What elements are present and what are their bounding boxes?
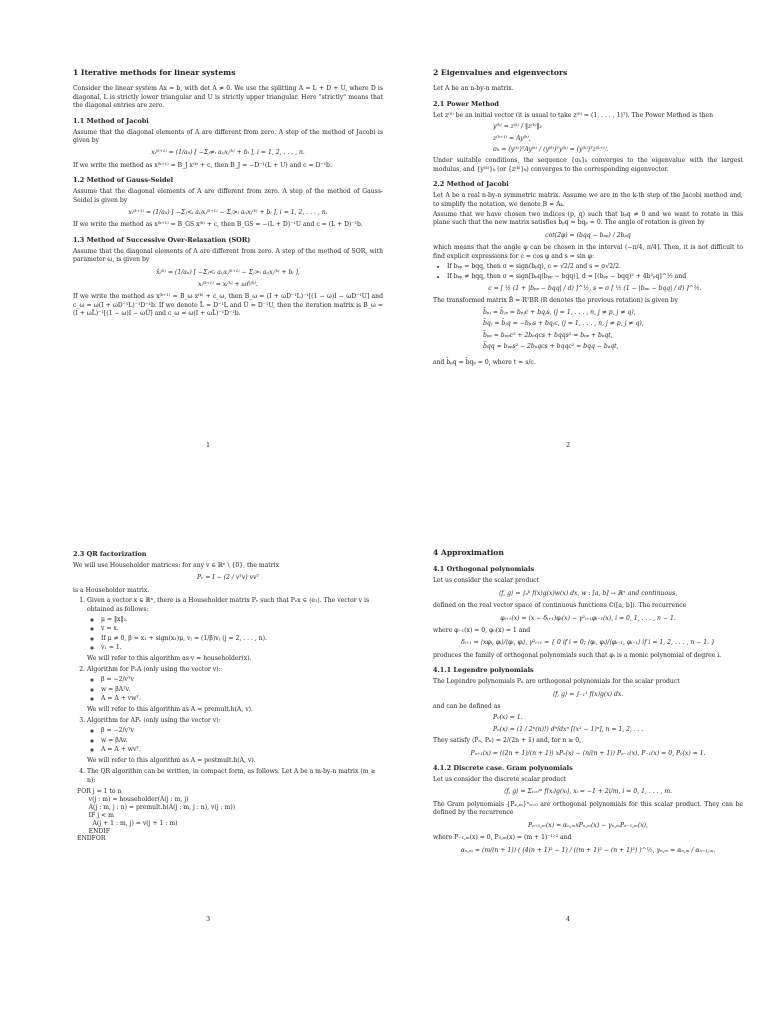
subsection-4-1-2-title: 4.1.2 Discrete case. Gram polynomials	[433, 764, 573, 773]
equation: xᵢ⁽ᵏ⁺¹⁾ = (1/aᵢᵢ) [ −Σⱼ<ᵢ aᵢⱼxⱼ⁽ᵏ⁺¹⁾ − Σⱼ>ᵢ aᵢⱼxⱼ⁽ᵏ⁾ + bᵢ ], i = 1, 2, . . . , n.	[128, 209, 328, 217]
list-item-text: Algorithm for PᵥA (only using the vector v):	[87, 666, 221, 674]
list-item: ◦ β = −2/vᵀv	[101, 727, 383, 735]
equation: xᵢ⁽ᵏ⁺¹⁾ = xᵢ⁽ᵏ⁾ + ωr̂ᵢ⁽ᵏ⁾.	[198, 281, 258, 289]
equation: cot(2φ) = (bqq − bₚₚ) / 2bₚq	[545, 231, 631, 239]
subsection-2-1-title: 2.1 Power Method	[433, 99, 499, 108]
paragraph: is a Householder matrix.	[73, 586, 150, 594]
subsection-4-1-1-title: 4.1.1 Legendre polynomials	[433, 666, 534, 675]
paragraph: Let us consider the scalar product	[433, 577, 540, 585]
equation: ⟨f, g⟩ = ∫₋₁¹ f(x)g(x) dx.	[552, 690, 624, 698]
subsection-4-1-title: 4.1 Orthogonal polynomials	[433, 565, 535, 574]
section-4-title: 4 Approximation	[433, 548, 504, 557]
page-number: 3	[206, 915, 211, 923]
bullet-list	[87, 676, 383, 703]
equation: φᵢ₊₁(x) = (x − δᵢ₊₁)φᵢ(x) − γ²ᵢ₊₁φᵢ₋₁(x), i = 0, 1, . . . , n − 1.	[500, 614, 676, 622]
page-number: 4	[566, 915, 571, 923]
paragraph: Assume that the diagonal elements of A are different from zero. A step of the method of SOR, with parameter ω, is given by	[73, 247, 383, 264]
list-item	[87, 597, 383, 663]
equation: σₖ = (y⁽ᵏ⁾)ᵀAy⁽ᵏ⁾ / (y⁽ᵏ⁾)ᵀy⁽ᵏ⁾ = (y⁽ᵏ⁾)ᵀz⁽ᵏ⁺¹⁾.	[493, 146, 609, 154]
list-item-text: If bₚₚ ≠ bqq, then σ = sign[bₚq(bₚₚ − bqq)], d = [(bₚₚ − bqq)² + 4b²ₚq]^½ and	[447, 272, 687, 280]
paragraph: defined on the real vector space of continuous functions ℂ([a, b]). The recurrence	[433, 602, 687, 610]
paragraph: If we write the method as x⁽ᵏ⁺¹⁾ = B_J x⁽ᵏ⁾ + c, then B_J = −D⁻¹(L + U) and c = D⁻¹b.	[73, 161, 332, 169]
equation: ⟨f, g⟩ = ∫ₐᵇ f(x)g(x)w(x) dx, w : [a, b] → ℝ⁺ and continuous,	[498, 589, 678, 597]
equation: xᵢ⁽ᵏ⁺¹⁾ = (1/aᵢᵢ) [ −Σⱼ≠ᵢ aᵢⱼxⱼ⁽ᵏ⁾ + bᵢ ], i = 1, 2, . . . , n.	[151, 149, 305, 157]
paragraph: If we write the method as x⁽ᵏ⁺¹⁾ = B_GS x⁽ᵏ⁾ + c, then B_GS = −(L + D)⁻¹U and c = (L + D)⁻¹b.	[73, 221, 363, 229]
subsection-2-3-title: 2.3 QR factorization	[73, 550, 147, 558]
list-item-text: We will refer to this algorithm as v = householder(x).	[87, 654, 252, 662]
list-item-text: The QR algorithm can be written, in compact form, as follows. Let A be a m-by-n matrix (m ≥ n):	[87, 768, 376, 784]
list-item: • If bₚₚ = bqq, then σ = sign(bₚq), c = √2/2 and s = σ√2/2.	[447, 263, 743, 271]
equation: Pₙ₊₁,ₘ(x) = αₙ,ₘxPₙ,ₘ(x) − γₙ,ₘPₙ₋₁,ₘ(x),	[527, 821, 648, 829]
paragraph: Assume that the diagonal elements of A are different from zero. A step of the method of Gauss-Seidel is given by	[73, 188, 383, 204]
equation: Pₙ₊₁(x) = ((2n + 1)/(n + 1)) xPₙ(x) − (n/(n + 1)) Pₙ₋₁(x), P₋₁(x) = 0, P₀(x) = 1.	[470, 749, 706, 757]
list-item: ◦ v₁ = 1.	[101, 644, 383, 652]
page-number: 2	[566, 441, 571, 449]
paragraph: which means that the angle φ can be chosen in the interval (−π/4, π/4]. Then, it is not difficult to find explicit expressions for c = cos φ and s = sin φ:	[433, 244, 743, 260]
list-item: ◦ w = βAv.	[101, 737, 383, 745]
bullet-list	[433, 263, 743, 293]
paragraph: Let A be a real n-by-n symmetric matrix. Assume we are in the k-th step of the Jacobi method and, to simplify the notation, we denote B = Aₖ.	[433, 192, 743, 208]
list-item	[447, 273, 743, 294]
bullet-list	[87, 727, 383, 754]
intro-text: Let A be an n-by-n matrix.	[433, 85, 514, 93]
paragraph: The Gram polynomials {Pₙ,ₘ}ⁿₙ₌₀ are orthogonal polynomials for this scalar product. They can be defined by the recurrence	[433, 800, 743, 817]
equation: αₙ,ₘ = (m/(n + 1)) ( (4(n + 1)² − 1) / ((m + 1)² − (n + 1)²) )^½, γₙ,ₘ = αₙ,ₘ / αₙ₋₁,ₘ.	[460, 846, 716, 854]
paragraph: The Legendre polynomials Pₙ are orthogonal polynomials for the scalar product	[433, 678, 680, 686]
intro-text: Consider the linear system Ax = b, with det A ≠ 0. We use the splitting A = L + D + U, where D is diagonal, L is strictly lower triangular and U is strictly upper triangular. Here "strictly" means that the diagonal entries are zero.	[73, 85, 383, 110]
list-item: ◦ A = A + vwᵀ.	[101, 695, 383, 703]
list-item: ◦ A = A + wvᵀ.	[101, 746, 383, 754]
paragraph: The transformed matrix B̄ = RᵀBR (R denotes the previous rotation) is given by	[433, 297, 678, 305]
page-2	[433, 64, 743, 524]
paragraph: We will use Householder matrices: for any v ∈ ℝⁿ \ {0}, the matrix	[73, 561, 280, 569]
pseudocode-block: FOR j = 1 to n v(j : m) = householder(A(j : m, j) A(j : m, j : n) = premult.h(A(j : m, j : n), v(j : m)) IF j < m A(j + 1 : m, j) = v(j + 1 : m) ENDIF ENDFOR	[77, 787, 236, 843]
list-item: ◦ w = βAᵀv.	[101, 686, 383, 694]
equation: δᵢ₊₁ = ⟨xφᵢ, φᵢ⟩/⟨φᵢ, φᵢ⟩, γ²ᵢ₊₁ = { 0 if i = 0; ⟨φᵢ, φᵢ⟩/⟨φᵢ₋₁, φᵢ₋₁⟩ if i = 1, 2, . . . , n − 1. }	[461, 639, 715, 647]
equation: b̄ₚₚ = bₚₚc² + 2bₚqcs + bqqs² = bₚₚ + bₚqt,	[483, 331, 613, 339]
list-item: ◦ v = x.	[101, 625, 383, 633]
equation: Pₙ(x) = (1 / 2ⁿ(n)!) dⁿ/dxⁿ [(x² − 1)ⁿ], n = 1, 2, . . .	[493, 725, 644, 733]
equation: b̄qq = bₚₚs² − 2bₚqcs + bqqc² = bqq − bₚqt,	[483, 342, 619, 350]
paragraph: where P₋₁,ₘ(x) = 0, P₀,ₘ(x) = (m + 1)⁻¹ᐟ² and	[433, 834, 572, 842]
page-4	[433, 544, 743, 1004]
list-item-text: We will refer to this algorithm as A = premult.h(A, v).	[87, 705, 253, 713]
paragraph: Let us consider the discrete scalar product	[433, 776, 567, 784]
paragraph: Under suitable conditions, the sequence {σₖ}ₖ converges to the eigenvalue with the largest modulus, and {y⁽ᵏ⁾}ₖ (or {z⁽ᵏ⁾}ₖ) converges to the corresponding eigenvector.	[433, 157, 743, 173]
equation: c = [ ½ (1 + |bₚₚ − bqq| / d) ]^½, s = σ [ ½ (1 − |bₚₚ − bqq| / d) ]^½.	[488, 284, 702, 292]
list-item: ◦ μ = ‖x‖₂.	[101, 616, 383, 624]
paragraph: If we write the method as x⁽ᵏ⁺¹⁾ = B_ω x⁽ᵏ⁾ + c_ω, then B_ω = (I + ωD⁻¹L)⁻¹[(1 − ω)I − ωD⁻¹U] and c_ω = ω(I + ωD⁻¹L)⁻¹D⁻¹b. If we denote L̃ = D⁻¹L and Ũ = D⁻¹U, then the iteration matrix is B_ω = (I + ωL̃)⁻¹[(1 − ω)I − ωŨ] and c_ω = ω(I + ωL̃)⁻¹D⁻¹b.	[73, 293, 383, 318]
equation: x̂ᵢ⁽ᵏ⁾ = (1/aᵢᵢ) [ −Σⱼ<ᵢ aᵢⱼxⱼ⁽ᵏ⁺¹⁾ − Σⱼ>ᵢ aᵢⱼxⱼ⁽ᵏ⁾ + bᵢ ],	[156, 268, 300, 276]
equation: b̄ₚⱼ = b̄ⱼₚ = bₚⱼc + bqⱼs, (j = 1, . . . , n, j ≠ p, j ≠ q),	[483, 308, 636, 316]
paragraph: where φ₋₁(x) = 0, φ₀(x) = 1 and	[433, 627, 531, 635]
section-1-title: 1 Iterative methods for linear systems	[73, 68, 236, 77]
paragraph: They satisfy ⟨Pₙ, Pₙ⟩ = 2/(2n + 1) and, for n ≥ 0,	[433, 737, 582, 745]
page-3	[73, 544, 383, 1004]
equation: P₀(x) = 1.	[493, 714, 523, 722]
list-item	[87, 768, 383, 785]
list-item-text: Given a vector x ∈ ℝⁿ, there is a Householder matrix Pᵥ such that Pᵥx ∈ ⟨e₁⟩. The vector v is obtained as follows:	[87, 597, 370, 613]
list-item	[87, 717, 383, 765]
paragraph: produces the family of orthogonal polynomials such that φᵢ is a monic polynomial of degree i.	[433, 651, 722, 659]
numbered-list	[73, 597, 383, 785]
bullet-list	[87, 616, 383, 653]
section-2-title: 2 Eigenvalues and eigenvectors	[433, 68, 568, 77]
list-item: ◦ If μ ≠ 0, β = x₁ + sign(x₁)μ, vⱼ = (1/β)vⱼ (j = 2, . . . , n).	[101, 635, 383, 643]
page-number: 1	[206, 441, 211, 449]
paragraph: Assume that we have chosen two indices (p, q) such that bₚq ≠ 0 and we want to rotate in this plane such that the new matrix satisfies b̄ₚq = b̄qₚ = 0. The angle of rotation is given by	[433, 211, 743, 227]
paragraph: and can be defined as	[433, 703, 501, 711]
subsection-1-1-title: 1.1 Method of Jacobi	[73, 116, 149, 125]
subsection-1-3-title: 1.3 Method of Successive Over-Relaxation (SOR)	[73, 235, 251, 244]
list-item	[87, 666, 383, 714]
subsection-2-2-title: 2.2 Method of Jacobi	[433, 180, 509, 189]
equation: Pᵥ = I − (2 / vᵀv) vvᵀ	[196, 574, 260, 582]
subsection-1-2-title: 1.2 Method of Gauss-Seidel	[73, 176, 174, 185]
paragraph: and b̄ₚq = b̄qₚ = 0, where t = s/c.	[433, 359, 536, 367]
equation: b̄qⱼ = b̄ⱼq = −bₚⱼs + bqⱼc, (j = 1, . . . , n, j ≠ p, j ≠ q),	[483, 320, 644, 328]
equation: z⁽ᵏ⁺¹⁾ = Ay⁽ᵏ⁾,	[493, 134, 531, 142]
paragraph: Let z⁽⁰⁾ be an initial vector (it is usual to take z⁽⁰⁾ = (1, . . . , 1)ᵀ). The Power Method is then	[433, 111, 714, 119]
page-1	[73, 64, 383, 524]
list-item-text: Algorithm for APᵥ (only using the vector v):	[87, 717, 221, 725]
equation: y⁽ᵏ⁾ = z⁽ᵏ⁾ / ‖z⁽ᵏ⁾‖₂	[493, 123, 542, 131]
list-item-text: We will refer to this algorithm as A = postmult.h(A, v).	[87, 756, 256, 764]
paragraph: Assume that the diagonal elements of A are different from zero. A step of the method of Jacobi is given by	[73, 128, 383, 145]
list-item: ◦ β = −2/vᵀv	[101, 676, 383, 684]
equation: ⟨f, g⟩ = Σᵢ₌₀ᵐ f(xᵢ)g(xᵢ), xᵢ = −1 + 2i/m, i = 0, 1, . . . , m.	[503, 788, 673, 796]
